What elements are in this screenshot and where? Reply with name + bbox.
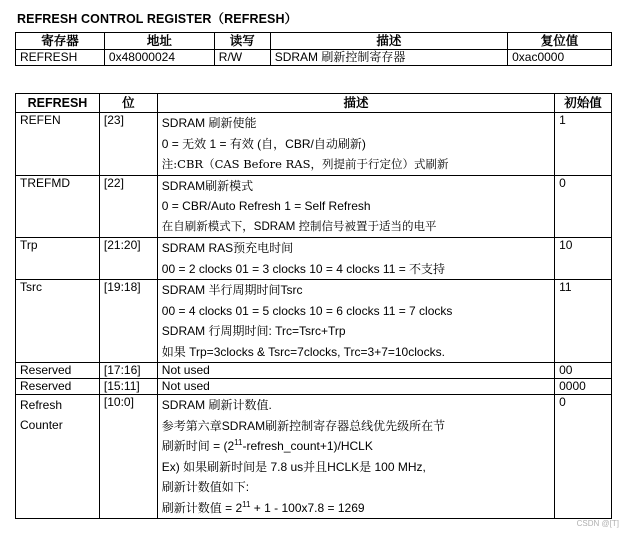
field-name-line: Counter bbox=[20, 418, 63, 432]
formula-text: 刷新计数值 = 2 bbox=[161, 500, 243, 515]
field-name: Reserved bbox=[16, 363, 100, 379]
description-line bbox=[162, 498, 550, 519]
description-line: SDRAM 刷新使能 bbox=[161, 116, 257, 130]
field-row-reserved-15-11 bbox=[16, 379, 612, 395]
field-initial: 10 bbox=[555, 238, 612, 280]
formula-exponent: 11 bbox=[242, 499, 251, 509]
summary-header-row bbox=[16, 33, 612, 50]
description-line: 00 = 2 clocks 01 = 3 clocks 10 = 4 clocks 11 = 不支持 bbox=[161, 261, 446, 276]
summary-description: SDRAM 刷新控制寄存器 bbox=[270, 50, 507, 66]
description-line: 如果 Trp=3clocks & Tsrc=7clocks, Trc=3+7=10clocks. bbox=[161, 344, 445, 359]
summary-address: 0x48000024 bbox=[104, 50, 214, 66]
field-description bbox=[157, 379, 554, 395]
summary-header-address: 地址 bbox=[104, 33, 214, 50]
field-row-reserved-17-16 bbox=[16, 363, 612, 379]
field-bits: [23] bbox=[99, 113, 157, 176]
description-line: 参考第六章SDRAM刷新控制寄存器总线优先级所在节 bbox=[161, 418, 446, 433]
summary-row bbox=[16, 50, 612, 66]
description-line: 0 = CBR/Auto Refresh 1 = Self Refresh bbox=[161, 199, 371, 213]
field-initial: 0 bbox=[555, 395, 612, 519]
field-description bbox=[157, 395, 554, 519]
field-bits: [15:11] bbox=[99, 379, 157, 395]
field-name: Trp bbox=[16, 238, 100, 280]
description-line: 0 = 无效 1 = 有效 (自，CBR/自动刷新) bbox=[161, 136, 366, 151]
field-bits: [19:18] bbox=[99, 280, 157, 363]
fields-header-name: REFRESH bbox=[16, 94, 100, 113]
summary-register: REFRESH bbox=[16, 50, 105, 66]
register-fields-table bbox=[15, 93, 612, 519]
description-line: SDRAM刷新模式 bbox=[161, 178, 254, 193]
field-description bbox=[157, 175, 554, 238]
fields-header-initial: 初始值 bbox=[555, 94, 612, 113]
field-description bbox=[157, 280, 554, 363]
register-title: REFRESH CONTROL REGISTER（REFRESH） bbox=[17, 12, 298, 26]
description-line bbox=[162, 436, 550, 457]
summary-header-description: 描述 bbox=[270, 33, 507, 50]
field-row-refen bbox=[16, 113, 612, 176]
description-line: 在自刷新模式下，SDRAM 控制信号被置于适当的电平 bbox=[161, 220, 437, 233]
description-line: Not used bbox=[161, 379, 210, 393]
field-name bbox=[16, 395, 100, 519]
fields-header-description: 描述 bbox=[157, 94, 554, 113]
field-initial: 1 bbox=[555, 113, 612, 176]
field-initial: 11 bbox=[555, 280, 612, 363]
summary-header-rw: 读写 bbox=[214, 33, 270, 50]
register-summary-table bbox=[15, 32, 612, 66]
description-line: Ex) 如果刷新时间是 7.8 us并且HCLK是 100 MHz, bbox=[161, 459, 426, 474]
field-bits: [21:20] bbox=[99, 238, 157, 280]
field-initial: 0000 bbox=[555, 379, 612, 395]
description-line: SDRAM 行周期时间: Trc=Tsrc+Trp bbox=[161, 324, 346, 338]
field-row-trp bbox=[16, 238, 612, 280]
description-line: Not used bbox=[161, 363, 210, 377]
summary-reset-value: 0xac0000 bbox=[508, 50, 612, 66]
formula-text: + 1 - 100x7.8 = 1269 bbox=[250, 500, 365, 515]
formula-text: -refresh_count+1)/HCLK bbox=[242, 439, 373, 453]
field-name-line: Refresh bbox=[20, 398, 63, 412]
field-row-trefmd bbox=[16, 175, 612, 238]
field-row-tsrc bbox=[16, 280, 612, 363]
formula-text: 刷新时间 = (2 bbox=[161, 439, 235, 453]
formula-exponent: 11 bbox=[234, 438, 243, 447]
watermark: CSDN @[T] bbox=[576, 519, 619, 528]
field-bits: [17:16] bbox=[99, 363, 157, 379]
fields-header-bits: 位 bbox=[99, 94, 157, 113]
description-line: 刷新计数值如下: bbox=[161, 480, 250, 494]
description-line: SDRAM 半行周期时间Tsrc bbox=[161, 283, 303, 297]
field-name: TREFMD bbox=[16, 175, 100, 238]
field-row-refresh-counter bbox=[16, 395, 612, 519]
field-description bbox=[157, 363, 554, 379]
field-bits: [22] bbox=[99, 175, 157, 238]
summary-rw: R/W bbox=[214, 50, 270, 66]
field-description bbox=[157, 113, 554, 176]
field-initial: 00 bbox=[555, 363, 612, 379]
description-line: SDRAM 刷新计数值. bbox=[161, 398, 272, 412]
field-name: REFEN bbox=[16, 113, 100, 176]
summary-header-register: 寄存器 bbox=[16, 33, 105, 50]
field-name: Tsrc bbox=[16, 280, 100, 363]
description-line: 00 = 4 clocks 01 = 5 clocks 10 = 6 clocks 11 = 7 clocks bbox=[161, 303, 453, 318]
field-initial: 0 bbox=[555, 175, 612, 238]
field-name: Reserved bbox=[16, 379, 100, 395]
fields-header-row bbox=[16, 94, 612, 113]
description-line: SDRAM RAS预充电时间 bbox=[161, 241, 294, 255]
description-line: 注:CBR（CAS Before RAS，列提前于行定位）式刷新 bbox=[161, 157, 449, 171]
summary-header-reset: 复位值 bbox=[508, 33, 612, 50]
field-bits: [10:0] bbox=[99, 395, 157, 519]
field-description bbox=[157, 238, 554, 280]
